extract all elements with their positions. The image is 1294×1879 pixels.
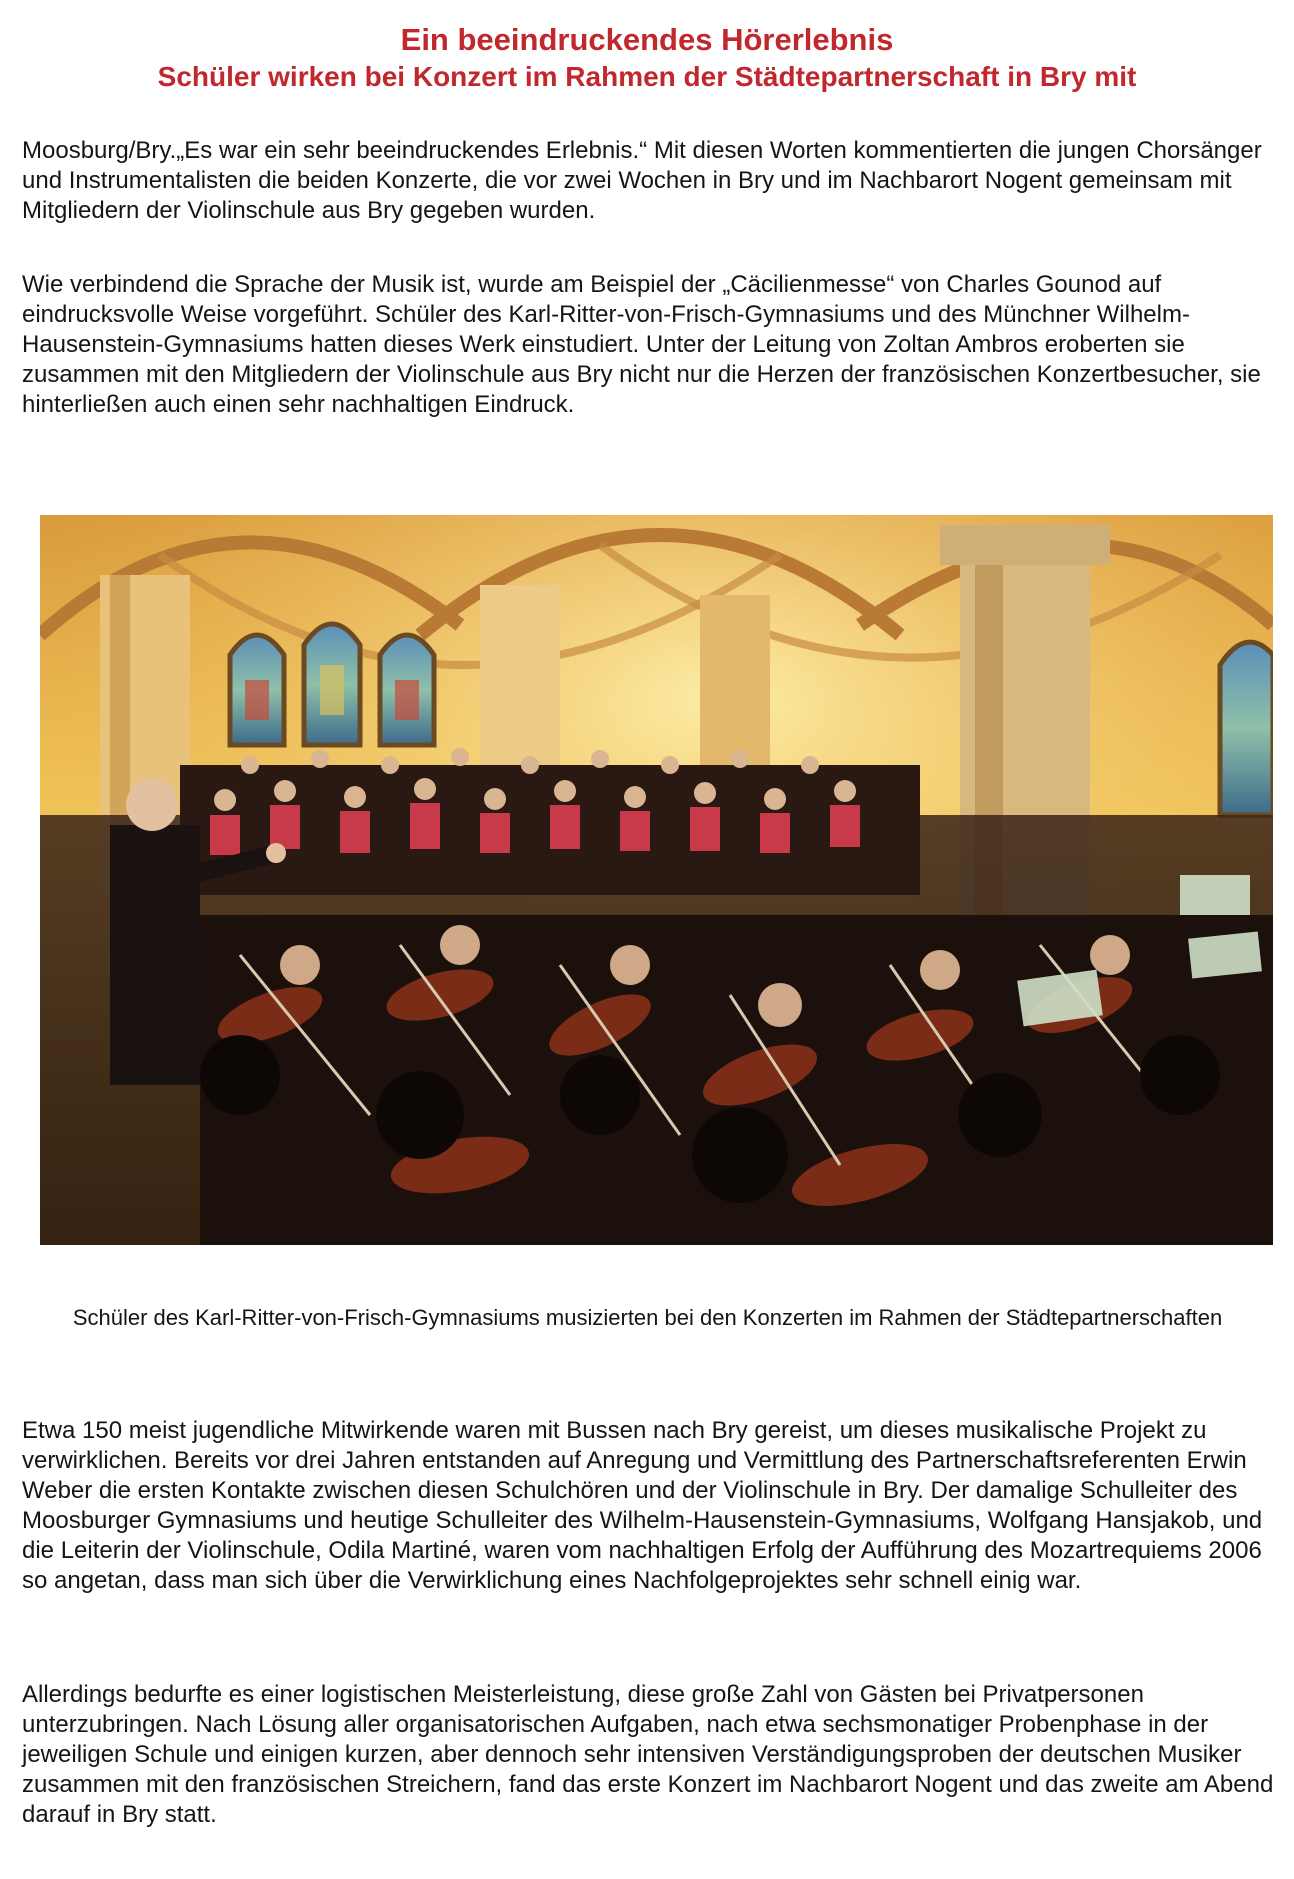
paragraph-logistics: Allerdings bedurfte es einer logistischen Meisterleistung, diese große Zahl von Gästen bei Privatpersonen unterzubringen. Nach Lösung aller organisatorischen Aufgaben, nach etwa sechsmonatiger Probenphase in der jeweiligen Schule und einigen kurzen, aber dennoch sehr intensiven Verständigungsproben der deutschen Musiker zusammen mit den französischen Streichern, fand das erste Konzert im Nachbarort Nogent und das zweite am Abend darauf in Bry statt. xyxy=(22,1681,1274,1828)
article-subtitle: Schüler wirken bei Konzert im Rahmen der Städtepartnerschaft in Bry mit xyxy=(157,61,1137,92)
paragraph-intro: Moosburg/Bry.„Es war ein sehr beeindruckendes Erlebnis.“ Mit diesen Worten kommentierten die jungen Chorsänger und Instrumentalisten die beiden Konzerte, die vor zwei Wochen in Bry und im Nachbarort Nogent gemeinsam mit Mitgliedern der Violinschule aus Bry gegeben wurden. xyxy=(22,137,1262,224)
concert-photo xyxy=(40,515,1273,1245)
choir xyxy=(180,748,920,895)
paragraph-project: Etwa 150 meist jugendliche Mitwirkende waren mit Bussen nach Bry gereist, um dieses musikalische Projekt zu verwirklichen. Bereits vor drei Jahren entstanden auf Anregung und Vermittlung des Partnerschaftsreferenten Erwin Weber die ersten Kontakte zwischen diesen Schulchören und der Violinschule in Bry. Der damalige Schulleiter des Moosburger Gymnasiums und heutige Schulleiter des Wilhelm-Hausenstein-Gymnasiums, Wolfgang Hansjakob, und die Leiterin der Violinschule, Odila Martiné, waren vom nachhaltigen Erfolg der Aufführung des Mozartrequiems 2006 so angetan, dass man sich über die Verwirklichung eines Nachfolgeprojektes sehr schnell einig war. xyxy=(22,1417,1263,1594)
article-title: Ein beeindruckendes Hörerlebnis xyxy=(400,22,894,57)
photo-caption: Schüler des Karl-Ritter-von-Frisch-Gymnasiums musizierten bei den Konzerten im Rahmen der Städtepartnerschaften xyxy=(72,1305,1223,1330)
paragraph-music: Wie verbindend die Sprache der Musik ist, wurde am Beispiel der „Cäcilienmesse“ von Charles Gounod auf eindrucksvolle Weise vorgeführt. Schüler des Karl-Ritter-von-Frisch-Gymnasiums und des Münchner Wilhelm-Hausenstein-Gymnasiums hatten dieses Werk einstudiert. Unter der Leitung von Zoltan Ambros eroberten sie zusammen mit den Mitgliedern der Violinschule aus Bry nicht nur die Herzen der französischen Konzertbesucher, sie hinterließen auch einen sehr nachhaltigen Eindruck. xyxy=(22,271,1261,418)
orchestra xyxy=(200,875,1273,1245)
